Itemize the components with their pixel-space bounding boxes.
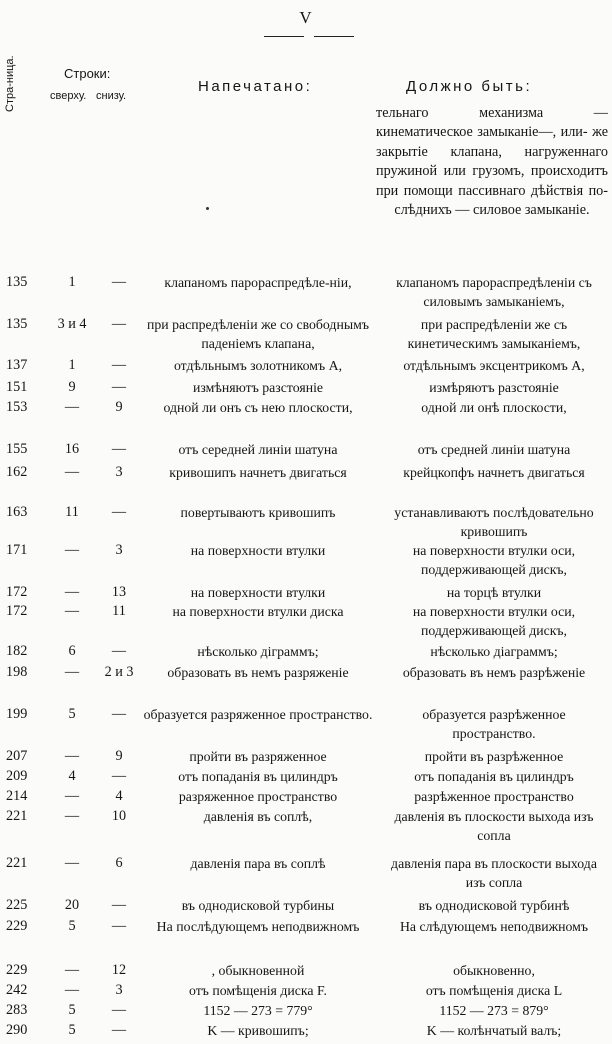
printed-cell: нѣсколько діграммъ; — [197, 644, 319, 659]
should-be-cell: отъ попаданія въ цилиндръ — [414, 769, 574, 784]
line-from-bottom-cell: 4 — [115, 788, 123, 804]
should-be-cell: устанавливаютъ послѣдовательно кривошипъ — [394, 505, 594, 540]
should-be-cell: нѣсколько діаграммъ; — [430, 644, 558, 659]
page-cell: 171 — [6, 542, 28, 558]
table-row — [0, 787, 612, 807]
line-from-top-cell: — — [64, 808, 80, 824]
line-from-bottom-cell: — — [111, 918, 127, 934]
line-from-top-cell: — — [64, 962, 80, 978]
printed-cell: на поверхности втулки диска — [172, 604, 344, 619]
printed-cell: одной ли онъ съ нею плоскости, — [163, 400, 353, 415]
should-be-cell: давленія пара въ плоскости выхода изъ сопла — [391, 856, 597, 891]
line-from-bottom-cell: — — [111, 1002, 127, 1018]
page-cell: 198 — [6, 664, 28, 680]
line-from-bottom-cell: — — [111, 768, 127, 784]
line-from-top-cell: — — [64, 664, 80, 680]
from-top-header: сверху. — [50, 90, 87, 102]
should-be-cell: клапаномъ парораспредѣленіи съ силовымъ замыканіемъ, — [396, 275, 592, 310]
table-row — [0, 503, 612, 541]
page-cell: 242 — [6, 982, 28, 998]
line-from-top-cell: 1 — [68, 274, 76, 290]
printed-cell: На послѣдующемъ неподвижномъ — [156, 919, 360, 934]
errata-table — [0, 273, 612, 1041]
printed-cell: клапаномъ парораспредѣле-ніи, — [164, 275, 352, 290]
continued-line: тельнаго механизма — кинематическое замыканіе—, или- — [376, 105, 608, 141]
table-row — [0, 663, 612, 705]
page-cell: 162 — [6, 464, 28, 480]
table-row — [0, 747, 612, 767]
line-from-top-cell: — — [64, 584, 80, 600]
should-be-cell: на поверхности втулки оси, поддерживающей дискъ, — [412, 604, 576, 639]
printed-cell: измѣняютъ разстояніе — [192, 380, 324, 395]
line-from-top-cell: 4 — [68, 768, 76, 784]
page-cell: 221 — [6, 808, 28, 824]
line-from-bottom-cell: 3 — [115, 464, 123, 480]
page-cell: 155 — [6, 441, 28, 457]
line-from-bottom-cell: — — [111, 274, 127, 290]
line-from-bottom-cell: — — [111, 357, 127, 373]
line-from-bottom-cell: — — [111, 897, 127, 913]
line-from-top-cell: 3 и 4 — [57, 316, 87, 332]
table-row — [0, 981, 612, 1001]
printed-cell: K — кривошипъ; — [207, 1023, 309, 1038]
line-from-top-cell: 5 — [68, 918, 76, 934]
should-be-cell: отъ помѣщенія диска L — [425, 983, 563, 998]
should-be-cell: отдѣльнымъ эксцентрикомъ А, — [403, 358, 585, 373]
table-row — [0, 917, 612, 961]
page-cell: 209 — [6, 768, 28, 784]
table-row — [0, 315, 612, 356]
table-row — [0, 463, 612, 503]
header-rule-right — [314, 36, 354, 37]
line-from-top-cell: — — [64, 748, 80, 764]
line-from-top-cell: 5 — [68, 1022, 76, 1038]
page-cell: 135 — [6, 274, 28, 290]
printed-cell: повертываютъ кривошипъ — [180, 505, 336, 520]
page-cell: 207 — [6, 748, 28, 764]
from-bottom-header: снизу. — [96, 90, 127, 102]
line-from-top-cell: — — [64, 788, 80, 804]
page-cell: 135 — [6, 316, 28, 332]
line-from-top-cell: — — [64, 464, 80, 480]
line-from-bottom-cell: 6 — [115, 855, 123, 871]
page-cell: 290 — [6, 1022, 28, 1038]
printed-cell: пройти въ разряженное — [189, 749, 327, 764]
line-from-bottom-cell: 2 и 3 — [104, 664, 134, 680]
line-from-bottom-cell: 3 — [115, 542, 123, 558]
should-be-cell: отъ средней линіи шатуна — [417, 442, 571, 457]
page-column-header: Стра-ница. — [4, 55, 16, 112]
table-row — [0, 583, 612, 602]
printed-cell: отъ середней линіи шатуна — [178, 442, 338, 457]
should-be-cell: на торцѣ втулки — [446, 585, 542, 600]
should-be-cell: На слѣдующемъ неподвижномъ — [399, 919, 589, 934]
line-from-top-cell: 5 — [68, 1002, 76, 1018]
should-be-cell: пройти въ разрѣженное — [424, 749, 564, 764]
table-row — [0, 767, 612, 787]
page-cell: 229 — [6, 962, 28, 978]
printed-cell: образовать въ немъ разряженіе — [167, 665, 349, 680]
page-cell: 163 — [6, 504, 28, 520]
page-number: V — [299, 8, 313, 27]
continued-correction — [376, 104, 608, 220]
line-from-bottom-cell: — — [111, 643, 127, 659]
line-from-bottom-cell: — — [111, 441, 127, 457]
table-row — [0, 356, 612, 378]
line-from-top-cell: 20 — [64, 897, 80, 913]
table-row — [0, 1001, 612, 1021]
printed-cell: отъ помѣщенія диска F. — [189, 983, 327, 998]
printed-cell: давленія въ соплѣ, — [203, 809, 313, 824]
page-cell: 151 — [6, 379, 28, 395]
should-be-cell: въ однодисковой турбинѣ — [418, 898, 570, 913]
printed-cell: отъ попаданія въ цилиндръ — [178, 769, 338, 784]
should-be-cell: крейцкопфъ начнетъ двигаться — [403, 465, 585, 480]
page-cell: 199 — [6, 706, 28, 722]
should-be-cell: обыкновенно, — [453, 963, 535, 978]
printed-cell: разряженное пространство — [178, 789, 338, 804]
line-from-bottom-cell: 3 — [115, 982, 123, 998]
printed-cell: давленія пара въ соплѣ — [190, 856, 326, 871]
printed-cell: въ однодисковой турбины — [181, 898, 335, 913]
printed-cell: кривошипъ начнетъ двигаться — [169, 465, 347, 480]
line-from-top-cell: 16 — [64, 441, 80, 457]
table-row — [0, 1021, 612, 1041]
page-cell: 229 — [6, 918, 28, 934]
line-from-bottom-cell: 12 — [111, 962, 127, 978]
page-cell: 182 — [6, 643, 28, 659]
should-be-cell: давленія въ плоскости выхода изъ сопла — [394, 809, 594, 844]
line-from-bottom-cell: — — [111, 706, 127, 722]
line-from-top-cell: — — [64, 855, 80, 871]
printed-cell: , обыкновенной — [211, 963, 305, 978]
should-be-cell: измѣряютъ разстояніе — [429, 380, 559, 395]
line-from-bottom-cell: — — [111, 504, 127, 520]
should-be-cell: образуется разрѣженное пространство. — [422, 707, 566, 742]
printed-cell: образуется разряженное пространство. — [143, 707, 373, 722]
should-be-cell: образовать въ немъ разрѣженіе — [402, 665, 586, 680]
table-row — [0, 541, 612, 583]
line-from-top-cell: — — [64, 603, 80, 619]
continued-line: же закрытіе клапана, нагруженнаго пружиной или грузомъ, происходитъ при помощи пассивнаго дѣйствія по- — [376, 124, 608, 199]
table-row — [0, 602, 612, 642]
line-from-bottom-cell: 9 — [115, 399, 123, 415]
line-from-bottom-cell: — — [111, 379, 127, 395]
lines-column-header: Строки: — [64, 66, 111, 81]
line-from-bottom-cell: 10 — [111, 808, 127, 824]
line-from-bottom-cell: — — [111, 1022, 127, 1038]
printed-column-header: Напечатано: — [198, 78, 313, 95]
line-from-bottom-cell: 13 — [111, 584, 127, 600]
should-be-column-header: Должно быть: — [406, 78, 533, 95]
line-from-bottom-cell: 11 — [112, 603, 126, 619]
continued-line: слѣднихъ — силовое замыканіе. — [394, 202, 590, 219]
should-be-cell: 1152 — 273 = 879° — [439, 1003, 549, 1018]
should-be-cell: разрѣженное пространство — [414, 789, 574, 804]
page-cell: 172 — [6, 584, 28, 600]
printed-cell: 1152 — 273 = 779° — [203, 1003, 313, 1018]
printed-cell: отдѣльнымъ золотникомъ А, — [173, 358, 343, 373]
table-row — [0, 705, 612, 747]
line-from-top-cell: — — [64, 542, 80, 558]
should-be-cell: на поверхности втулки оси, поддерживающей дискъ, — [412, 543, 576, 578]
table-row — [0, 896, 612, 917]
header-rule-left — [264, 36, 304, 37]
line-from-bottom-cell: — — [111, 316, 127, 332]
page-cell: 225 — [6, 897, 28, 913]
line-from-top-cell: — — [64, 982, 80, 998]
page-cell: 221 — [6, 855, 28, 871]
printed-cell: на поверхности втулки — [190, 585, 326, 600]
line-from-top-cell: 11 — [65, 504, 79, 520]
table-row — [0, 807, 612, 854]
table-row — [0, 273, 612, 315]
page-cell: 137 — [6, 357, 28, 373]
table-row — [0, 854, 612, 896]
page-cell: 214 — [6, 788, 28, 804]
page-cell: 153 — [6, 399, 28, 415]
table-row — [0, 440, 612, 463]
printed-cell: при распредѣленіи же со свободнымъ паденіемъ клапана, — [147, 317, 369, 352]
table-row — [0, 961, 612, 981]
stray-mark — [206, 207, 209, 210]
should-be-cell: при распредѣленіи же съ кинетическимъ замыканіемъ, — [407, 317, 581, 352]
line-from-top-cell: — — [64, 399, 80, 415]
line-from-top-cell: 9 — [68, 379, 76, 395]
should-be-cell: одной ли онѣ плоскости, — [421, 400, 567, 415]
line-from-top-cell: 5 — [68, 706, 76, 722]
table-row — [0, 378, 612, 398]
table-row — [0, 642, 612, 663]
line-from-bottom-cell: 9 — [115, 748, 123, 764]
page-cell: 172 — [6, 603, 28, 619]
printed-cell: на поверхности втулки — [190, 543, 326, 558]
line-from-top-cell: 1 — [68, 357, 76, 373]
page-cell: 283 — [6, 1002, 28, 1018]
table-row — [0, 398, 612, 440]
line-from-top-cell: 6 — [68, 643, 76, 659]
should-be-cell: K — колѣнчатый валъ; — [426, 1023, 562, 1038]
